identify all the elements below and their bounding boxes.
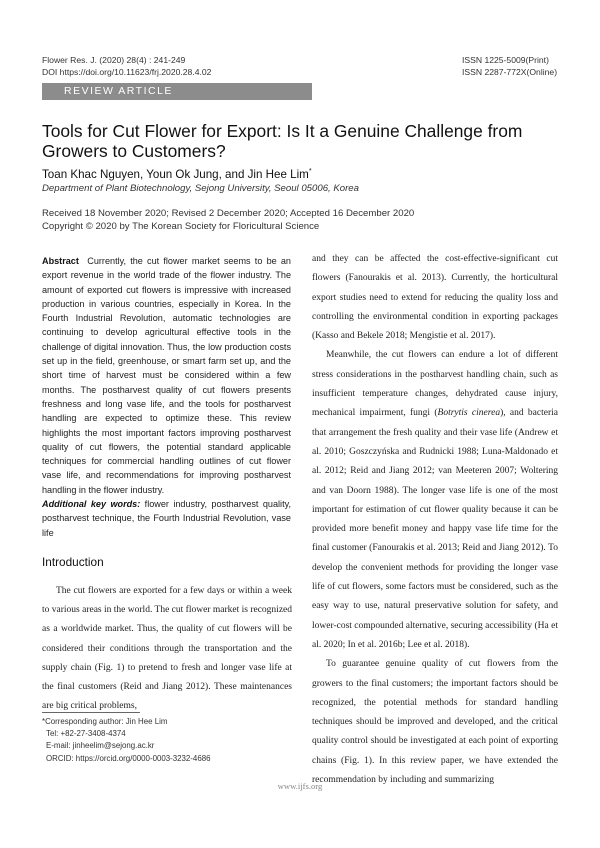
paragraph-text: ), and bacteria that arrangement the fresh quality and their vase life (Andrew et al. 2010; Goszczyńska and Rudnicki 1988; Luna-Maldonado et al. 2012; Reid and Jiang 2012; van Meeteren 2007; Woltering and van Doorn 1988). The longer vase life is one of the most important for estimation of cut flower quality because it can be provided more benefit money and happy vase life time for the final customer (Fanourakis et al. 2013; Reid and Jiang 2012). To develop the convenient methods for providing the longer vase life of cut flowers, some factors must be considered, such as the easy way to use, natural preservative solution for safety, and lower-cost compounded alternative, securing accessibility (Ha et al. 2020; In et al. 2016b; Lee et al. 2018). [312, 408, 558, 650]
copyright-line: Copyright © 2020 by The Korean Society for Floricultural Science [42, 221, 320, 232]
doi-line[interactable]: DOI https://doi.org/10.11623/frj.2020.28.4.02 [42, 67, 212, 77]
right-column-body [312, 250, 558, 790]
keywords [42, 497, 291, 540]
article-type-banner: REVIEW ARTICLE [42, 83, 312, 100]
received-dates: Received 18 November 2020; Revised 2 December 2020; Accepted 16 December 2020 [42, 208, 415, 219]
species-name: Botrytis cinerea [437, 408, 501, 419]
introduction-body [42, 582, 292, 716]
body-paragraph [312, 346, 558, 655]
abstract-label: Abstract [42, 256, 79, 266]
issn-block [462, 54, 558, 78]
footnote-rule [42, 712, 140, 713]
author-tel: Tel: +82-27-3408-4374 [46, 729, 126, 739]
abstract [42, 254, 291, 497]
article-dates [42, 207, 414, 233]
section-heading-introduction: Introduction [42, 555, 104, 569]
intro-paragraph: The cut flowers are exported for a few days or within a week to various areas in the world. The cut flower market is recognized as a worldwide market. Thus, the quality of cut flowers will be considered their conditions through the transportation and the supply chain (Fig. 1) to pretend to fresh and longer vase life at the final customers (Reid and Jiang 2012). These maintenances are big critical problems, [42, 586, 292, 712]
page-footer-url[interactable]: www.ijfs.org [277, 781, 323, 791]
article-title: Tools for Cut Flower for Export: Is It a Genuine Challenge from Growers to Customers? [42, 121, 523, 161]
author-orcid[interactable]: ORCID: https://orcid.org/0000-0003-3232-4686 [46, 753, 211, 763]
body-paragraph-continued: and they can be affected the cost-effective-significant cut flowers (Fanourakis et al. 2013). Currently, the horticultural export studies need to extend for reducing the quality loss and controlling the environmental condition in exporting packages (Kasso and Bekele 2018; Mengistie et al. 2017). [312, 254, 558, 342]
paragraph-text: Meanwhile, the cut flowers can endure a lot of different stress considerations in the postharvest handling chain, such as insufficient temperature changes, dehydrated cause injury, mechanical impairment, fungi ( [312, 350, 558, 419]
affiliation: Department of Plant Biotechnology, Sejong University, Seoul 05006, Korea [42, 183, 359, 194]
corresponding-author: *Corresponding author: Jin Hee Lim [42, 717, 168, 726]
author-line [42, 168, 312, 181]
abstract-text: Currently, the cut flower market seems to be an export revenue in the world trade of the flower industry. The amount of exported cut flowers is impressive with increased production in various countries, especially in Korea. In the Fourth Industrial Revolution, automatic technologies are continuing to develop agricultural effective tools in the challenge of digital innovation. Thus, the low production costs set up in the field, greenhouse, or smart farm set up, and the short time of harvest must be considered within a few months. The postharvest quality of cut flowers presents freshness and long vase life, and the tools for postharvest handling are expected to optimize these. This review highlights the most important factors improving postharvest quality of cut flowers, the potential standard applicable techniques for commercial handling outlines of cut flower vase life, and recommendations for improving postharvest handling in the flower industry. [42, 256, 291, 495]
corresponding-footnote [42, 716, 210, 765]
keywords-text: flower industry, postharvest quality, postharvest technique, the Fourth Industrial Revolution, vase life [42, 499, 291, 538]
body-paragraph: To guarantee genuine quality of cut flowers from the growers to the final customers; the important factors should be recognized, the potential methods for standard handling techniques should be improved and developed, and the critical quality control should be investigated at each point of exporting chains (Fig. 1). In this review paper, we have extended the recommendation by including and summarizing [312, 659, 558, 786]
keywords-label: Additional key words: [42, 499, 141, 509]
issn-print: ISSN 1225-5009(Print) [462, 55, 549, 65]
journal-citation [42, 54, 211, 78]
authors: Toan Khac Nguyen, Youn Ok Jung, and Jin Hee Lim [42, 168, 309, 181]
journal-line: Flower Res. J. (2020) 28(4) : 241-249 [42, 55, 186, 65]
author-email[interactable]: E-mail: jinheelim@sejong.ac.kr [46, 741, 155, 751]
issn-online: ISSN 2287-772X(Online) [462, 67, 558, 77]
corresponding-mark: * [308, 168, 312, 176]
